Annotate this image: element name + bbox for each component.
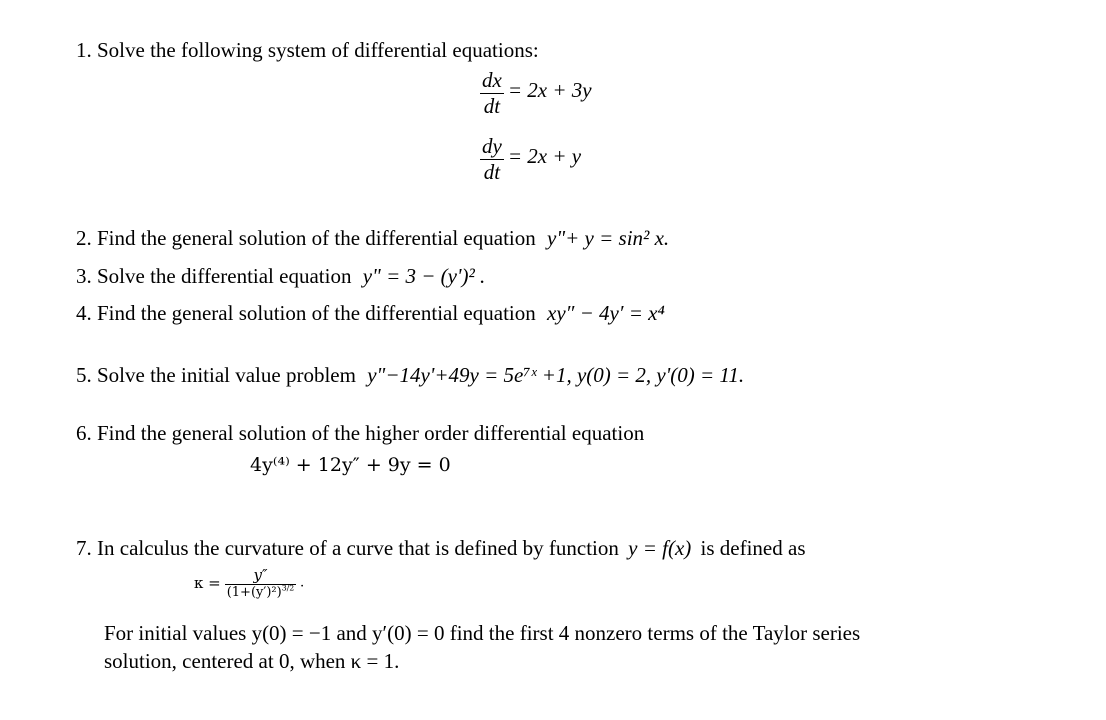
problem-7-text-end: is defined as <box>700 536 806 560</box>
problem-7-text: 7. In calculus the curvature of a curve that is defined by function <box>76 536 619 560</box>
eq1-numerator: dx <box>482 68 502 92</box>
problem-2-math: y"+ y = sin² x. <box>547 226 670 250</box>
problem-6-text: 6. Find the general solution of the higher order differential equation <box>76 421 645 445</box>
problem-3-text: 3. Solve the differential equation <box>76 264 352 288</box>
problem-7-math: y = f(x) <box>628 536 692 560</box>
problem-1-text: 1. Solve the following system of differential equations: <box>76 38 539 62</box>
problem-5 <box>76 363 744 388</box>
problem-7 <box>76 536 806 561</box>
problem-3 <box>76 264 485 289</box>
problem-3-math: y" = 3 − (y')² . <box>362 264 486 288</box>
eq2-numerator: dy <box>482 134 502 158</box>
problem-2 <box>76 226 669 251</box>
eq2-denominator: dt <box>480 159 504 185</box>
eq2-rhs: = 2x + y <box>507 144 582 169</box>
curvature-numerator: y″ <box>253 566 268 584</box>
curvature-period: . <box>300 574 304 591</box>
problem-4-text: 4. Find the general solution of the differential equation <box>76 301 536 325</box>
problem-7-line-3: solution, centered at 0, when κ = 1. <box>104 649 400 673</box>
curvature-denominator: (1+(y′)²) <box>226 585 282 600</box>
curvature-denominator-exponent: 3/2 <box>281 583 295 593</box>
equation-2 <box>480 134 581 185</box>
eq1-rhs: = 2x + 3y <box>507 78 592 103</box>
equation-1 <box>480 68 592 119</box>
problem-6-math: 4y⁽⁴⁾ + 12y″ + 9y = 0 <box>250 454 451 476</box>
problem-5-math: y"−14y'+49y = 5e⁷ˣ +1, y(0) = 2, y'(0) = 11. <box>367 363 745 387</box>
problem-7-line-2: For initial values y(0) = −1 and y′(0) = 0 find the first 4 nonzero terms of the Taylor series <box>104 621 861 645</box>
problem-5-text: 5. Solve the initial value problem <box>76 363 356 387</box>
kappa-label: κ = <box>194 574 221 592</box>
problem-4-math: xy″ − 4y′ = x⁴ <box>547 301 665 325</box>
problem-2-text: 2. Find the general solution of the differential equation <box>76 226 536 250</box>
eq1-denominator: dt <box>480 93 504 119</box>
problem-4 <box>76 301 665 326</box>
curvature-formula <box>194 566 304 600</box>
